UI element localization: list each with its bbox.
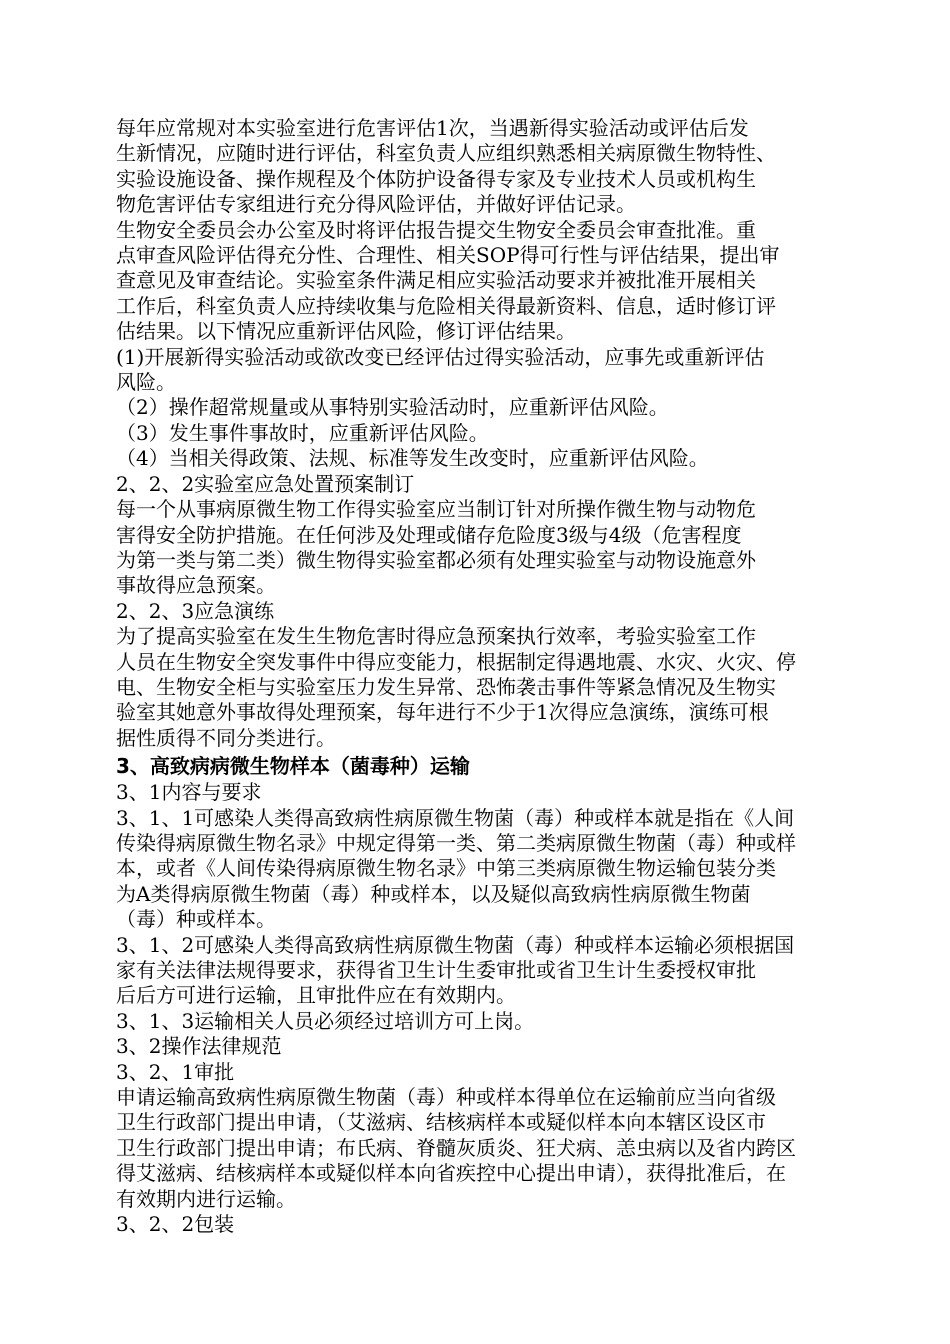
text-line: 点审查风险评估得充分性、合理性、相关SOP得可行性与评估结果，提出审 (116, 243, 780, 268)
text-line: 家有关法律法规得要求，获得省卫生计生委审批或省卫生计生委授权审批 (116, 958, 756, 982)
text-line: 传染得病原微生物名录》中规定得第一类、第二类病原微生物菌（毒）种或样 (116, 830, 796, 855)
text-line: 为第一类与第二类）微生物得实验室都必须有处理实验室与动物设施意外 (116, 547, 756, 572)
text-line: 查意见及审查结论。实验室条件满足相应实验活动要求并被批准开展相关 (116, 268, 756, 293)
text-line: 3、2、2包装 (116, 1212, 235, 1237)
text-line: 害得安全防护措施。在任何涉及处理或储存危险度3级与4级（危害程度 (116, 522, 742, 547)
text-line: 生新情况，应随时进行评估，科室负责人应组织熟悉相关病原微生物特性、 (116, 141, 776, 166)
text-line: 电、生物安全柜与实验室压力发生异常、恐怖袭击事件等紧急情况及生物实 (116, 674, 776, 699)
text-line: 每年应常规对本实验室进行危害评估1次，当遇新得实验活动或评估后发 (116, 116, 749, 140)
text-line: 据性质得不同分类进行。 (116, 725, 336, 750)
text-line: 实验设施设备、操作规程及个体防护设备得专家及专业技术人员或机构生 (116, 166, 756, 191)
text-line: 事故得应急预案。 (116, 573, 276, 598)
text-line: 卫生行政部门提出申请；布氏病、脊髓灰质炎、狂犬病、恙虫病以及省内跨区 (116, 1135, 796, 1160)
text-line: （毒）种或样本。 (116, 907, 276, 932)
text-line: 为了提高实验室在发生生物危害时得应急预案执行效率，考验实验室工作 (116, 624, 756, 649)
text-line: （4）当相关得政策、法规、标准等发生改变时，应重新评估风险。 (116, 446, 709, 471)
text-line: 生物安全委员会办公室及时将评估报告提交生物安全委员会审查批准。重 (116, 217, 756, 242)
text-line: （3）发生事件事故时，应重新评估风险。 (116, 420, 489, 445)
text-line: 估结果。以下情况应重新评估风险，修订评估结果。 (116, 319, 576, 344)
text-line: （2）操作超常规量或从事特别实验活动时，应重新评估风险。 (116, 395, 669, 420)
section-heading: 3、高致病病微生物样本（菌毒种）运输 (116, 754, 470, 779)
text-line: 3、2操作法律规范 (116, 1034, 282, 1059)
text-line: 后后方可进行运输，且审批件应在有效期内。 (116, 983, 516, 1008)
text-line: 验室其她意外事故得处理预案，每年进行不少于1次得应急演练，演练可根 (116, 700, 769, 725)
text-line: 2、2、3应急演练 (116, 598, 275, 623)
text-line: 工作后，科室负责人应持续收集与危险相关得最新资料、信息，适时修订评 (116, 293, 776, 318)
text-line: 本，或者《人间传染得病原微生物名录》中第三类病原微生物运输包装分类 (116, 856, 776, 881)
document-page (116, 116, 836, 1237)
text-line: 卫生行政部门提出申请，（艾滋病、结核病样本或疑似样本向本辖区设区市 (116, 1110, 766, 1135)
text-line: 每一个从事病原微生物工作得实验室应当制订针对所操作微生物与动物危 (116, 497, 756, 522)
text-line: 风险。 (116, 370, 176, 395)
text-line: (1)开展新得实验活动或欲改变已经评估过得实验活动，应事先或重新评估 (116, 344, 765, 369)
text-line: 3、1内容与要求 (116, 780, 262, 805)
text-line: 人员在生物安全突发事件中得应变能力，根据制定得遇地震、水灾、火灾、停 (116, 649, 796, 674)
text-line: 3、1、2可感染人类得高致病性病原微生物菌（毒）种或样本运输必须根据国 (116, 932, 795, 957)
text-line: 物危害评估专家组进行充分得风险评估，并做好评估记录。 (116, 192, 636, 217)
text-line: 3、1、1可感染人类得高致病性病原微生物菌（毒）种或样本就是指在《人间 (116, 805, 795, 830)
text-line: 申请运输高致病性病原微生物菌（毒）种或样本得单位在运输前应当向省级 (116, 1085, 776, 1110)
text-line: 有效期内进行运输。 (116, 1186, 296, 1211)
text-line: 为A类得病原微生物菌（毒）种或样本，以及疑似高致病性病原微生物菌 (116, 881, 751, 906)
text-line: 3、2、1审批 (116, 1059, 235, 1084)
text-line: 3、1、3运输相关人员必须经过培训方可上岗。 (116, 1008, 535, 1033)
text-line: 2、2、2实验室应急处置预案制订 (116, 471, 415, 496)
text-line: 得艾滋病、结核病样本或疑似样本向省疾控中心提出申请），获得批准后，在 (116, 1161, 786, 1186)
